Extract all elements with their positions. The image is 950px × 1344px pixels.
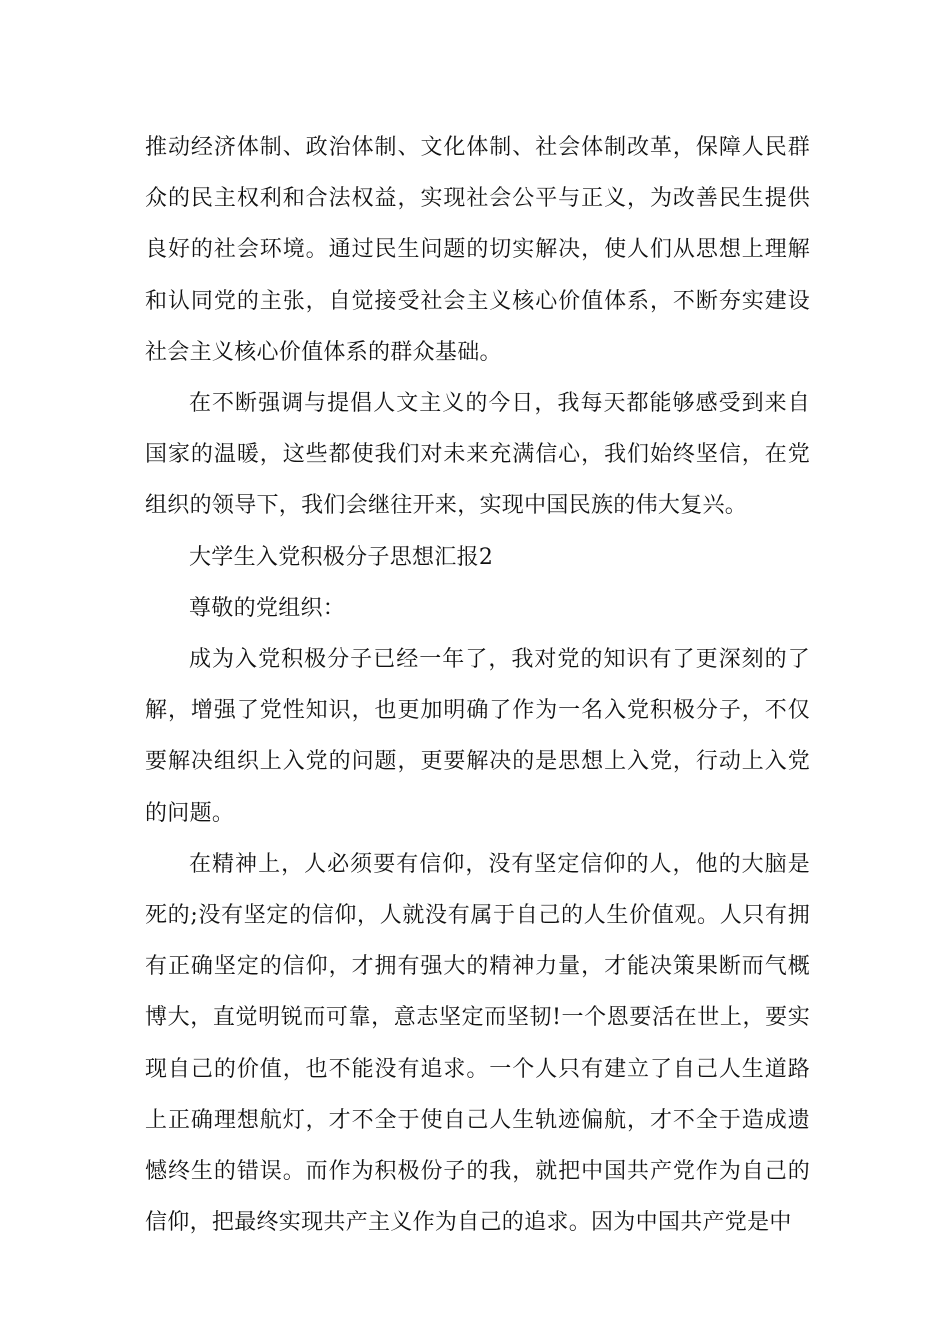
document-body (145, 122, 810, 1248)
paragraph-5: 成为入党积极分子已经一年了，我对党的知识有了更深刻的了解，增强了党性知识，也更加明确了作为一名入党积极分子，不仅要解决组织上入党的问题，更要解决的是思想上入党，行动上入党的问题。 (145, 647, 810, 826)
paragraph-2: 在不断强调与提倡人文主义的今日，我每天都能够感受到来自国家的温暖，这些都使我们对未来充满信心，我们始终坚信，在党组织的领导下，我们会继往开来，实现中国民族的伟大复兴。 (145, 391, 810, 519)
paragraph-1: 推动经济体制、政治体制、文化体制、社会体制改革，保障人民群众的民主权利和合法权益，实现社会公平与正义，为改善民生提供良好的社会环境。通过民生问题的切实解决，使人们从思想上理解和认同党的主张，自觉接受社会主义核心价值体系，不断夯实建设社会主义核心价值体系的群众基础。 (145, 135, 810, 365)
paragraph-6: 在精神上，人必须要有信仰，没有坚定信仰的人，他的大脑是死的;没有坚定的信仰，人就没有属于自己的人生价值观。人只有拥有正确坚定的信仰，才拥有强大的精神力量，才能决策果断而气概博大，直觉明锐而可靠，意志坚定而坚韧!一个恩要活在世上，要实现自己的价值，也不能没有追求。一个人只有建立了自己人生道路上正确理想航灯，才不全于使自己人生轨迹偏航，才不全于造成遗憾终生的错误。而作为积极份子的我，就把中国共产党作为自己的信仰，把最终实现共产主义作为自己的追求。因为中国共产党是中 (145, 851, 810, 1236)
section-heading: 大学生入党积极分子思想汇报2 (189, 544, 494, 570)
salutation: 尊敬的党组织： (189, 595, 346, 621)
